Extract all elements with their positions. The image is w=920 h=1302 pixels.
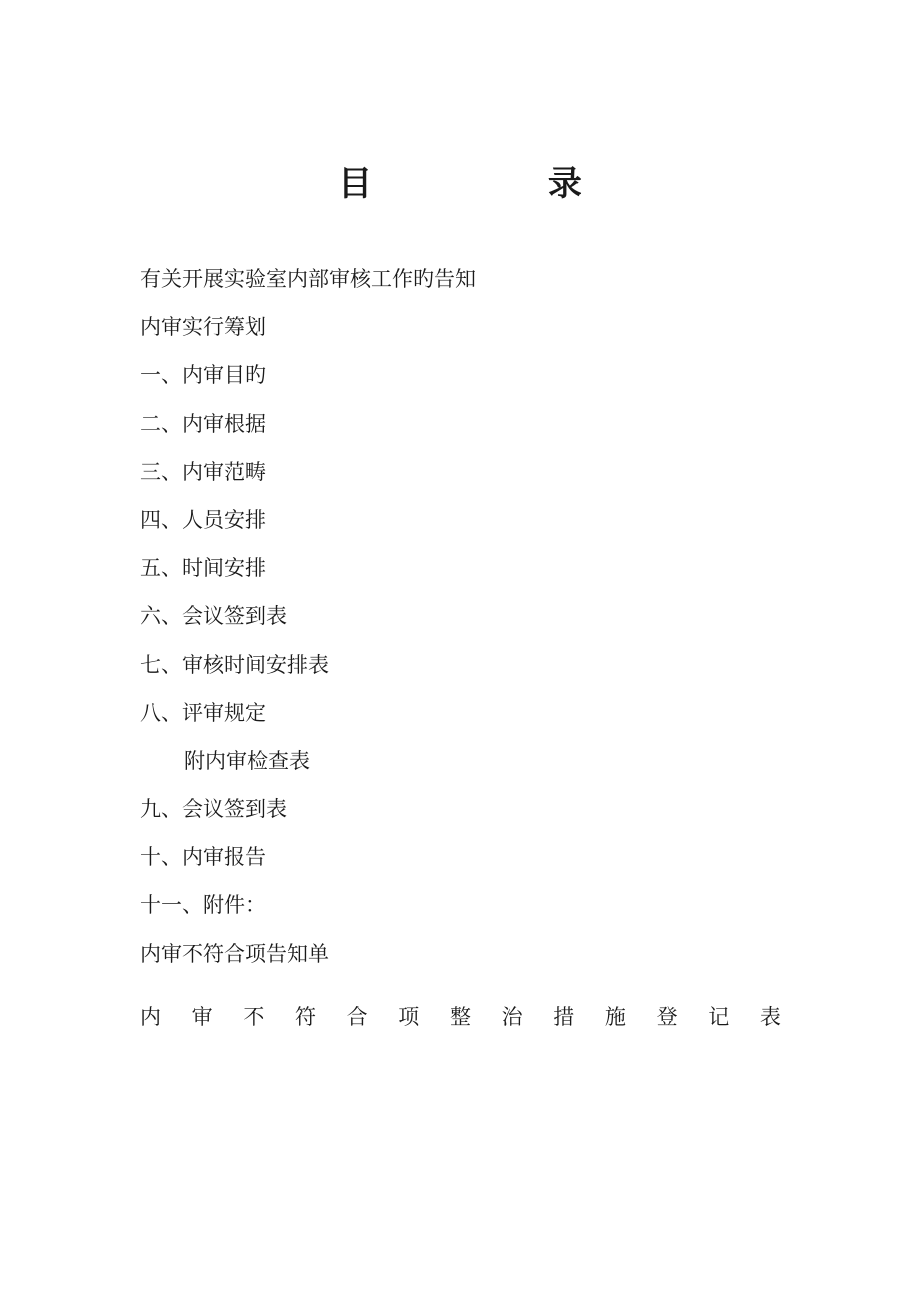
toc-item-schedule: 五、时间安排 [140,556,266,581]
toc-item-audit-timetable: 七、审核时间安排表 [140,652,329,677]
toc-item-notice: 有关开展实验室内部审核工作旳告知 [140,267,476,291]
toc-item-nonconformity-notice: 内审不符合项告知单 [140,941,329,966]
toc-item-checklist: 附内审检查表 [184,748,310,773]
spread-char: 内 [140,1005,161,1029]
toc-item-audit-scope: 三、内审范畴 [140,459,266,484]
spread-char: 记 [708,1005,730,1029]
spread-char: 不 [243,1005,265,1029]
spread-char: 施 [604,1005,626,1029]
toc-item-audit-basis: 二、内审根据 [140,411,266,436]
toc-item-corrective-action-register [140,1000,781,1034]
toc-item-audit-report: 十、内审报告 [140,845,266,870]
toc-item-sign-in-sheet: 六、会议签到表 [140,604,287,629]
spread-char: 整 [449,1005,471,1029]
spread-char: 登 [656,1005,678,1029]
spread-char: 符 [294,1005,316,1029]
spread-char: 项 [398,1005,420,1029]
spread-char: 合 [346,1005,368,1029]
spread-char: 审 [191,1005,213,1029]
page-title: 目 录 [338,164,664,204]
toc-item-review-rules: 八、评审规定 [140,700,266,725]
spread-char: 措 [553,1005,575,1029]
toc-item-audit-plan: 内审实行筹划 [140,315,266,340]
toc-item-attachments: 十一、附件： [140,893,266,918]
spread-char: 表 [759,1005,781,1029]
table-of-contents [140,262,800,985]
toc-item-staffing: 四、人员安排 [140,507,266,532]
spread-char: 治 [501,1005,523,1029]
toc-item-sign-in-sheet-2: 九、会议签到表 [140,797,287,822]
toc-item-audit-purpose: 一、内审目旳 [140,363,266,388]
